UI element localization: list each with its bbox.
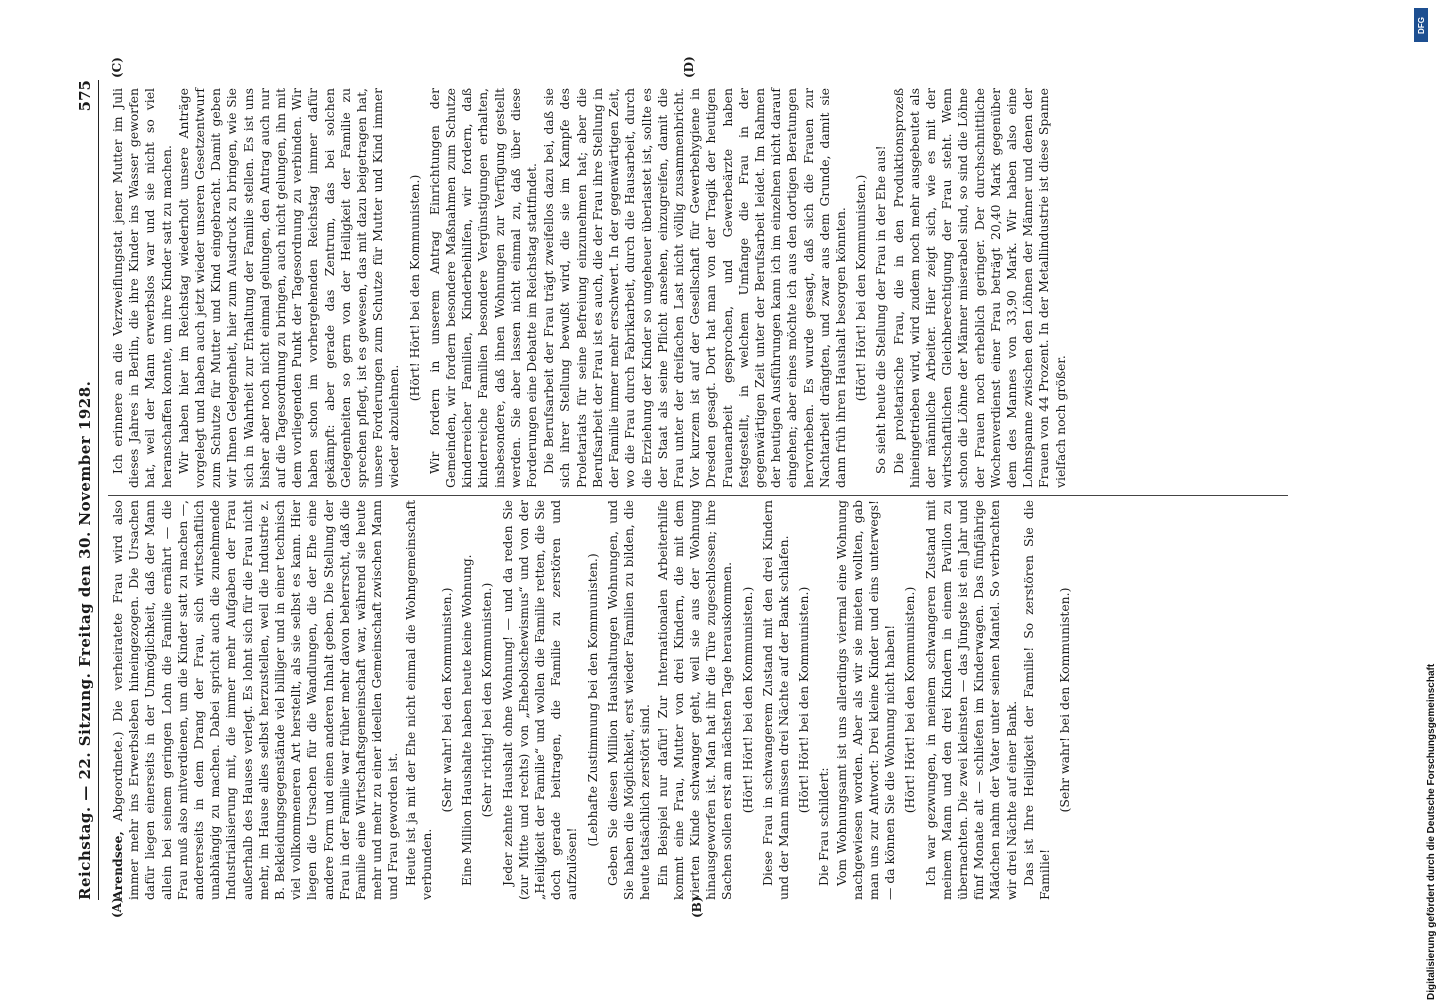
header-title: Reichstag. — 22. Sitzung. Freitag den 30. November 1928. xyxy=(76,380,94,900)
paragraph: Die proletarische Frau, die in den Produktionsprozeß hineingetrieben wird, wird zudem noch mehr ausgebeutet als der männliche Arbeiter. Hier zeigt sich, wie es mit der wirtschaftlichen Gleichberechtigung der Frau steht. Wenn schon die Löhne der Männer miserabel sind, so sind die Löhne der Frauen noch erheblich geringer. Der durchschnittliche Wochenverdienst einer Frau beträgt 20,40 Mark gegenüber dem des Mannes von 33,90 Mark. Wir haben also eine Lohnspanne zwischen den Löhnen der Männer und denen der Frauen von 44 Prozent. In der Metallindustrie ist diese Spanne vielfach noch größer. xyxy=(890,88,1068,488)
paragraph: Wir fordern in unserem Antrag Einrichtungen der Gemeinden, wir fordern besondere Maßnahmen zum Schutze kinderreicher Familien, Kinderbeihilfen, wir fordern, daß kinderreiche Familien besondere Vergünstigungen erhalten, insbesondere, daß ihnen Wohnungen zur Verfügung gestellt werden. Sie aber lassen nicht einmal zu, daß über diese Forderungen eine Debatte im Reichstag stattfindet. xyxy=(426,88,540,488)
right-column xyxy=(110,88,1070,488)
paragraph: Heute ist ja mit der Ehe nicht einmal die Wohngemeinschaft verbunden. xyxy=(402,500,434,900)
paragraph: Geben Sie diesen Million Haushaltungen Wohnungen, und Sie haben die Möglichkeit, erst wieder Familien zu bilden, die heute tatsächlich zerstört sind. xyxy=(604,500,653,900)
paragraph: Die Berufsarbeit der Frau trägt zweifellos dazu bei, daß sie sich ihrer Stellung bewußt wird, die sie im Kampfe des Proletariats für seine Befreiung einzunehmen hat; aber die Berufsarbeit der Frau ist es auch, die der Frau ihre Stellung in der Familie immer mehr erschwert. In der gegenwärtigen Zeit, wo die Frau durch Fabrikarbeit, durch die Hausarbeit, durch die Erziehung der Kinder so ungeheuer überlastet ist, sollte es der Staat als seine Pflicht ansehen, einzugreifen, damit die Frau unter der dreifachen Last nicht völlig zusammenbricht. Vor kurzem ist auf der Gesellschaft für Gewerbehygiene in Dresden gesagt. Dort hat man von der Tragik der heutigen Frauenarbeit gesprochen, und Gewerbeärzte haben festgestellt, in welchem Umfange die Frau in der gegenwärtigen Zeit unter der Berufsarbeit leidet. Im Rahmen der heutigen Ausführungen kann ich im einzelnen nicht darauf eingehen; aber eines möchte ich aus den dortigen Beratungen hervorheben. Es wurde gesagt, daß sich die Frauen zur Nachtarbeit drängten, und zwar aus dem Grunde, damit sie dann früh ihren Haushalt besorgen könnten. xyxy=(541,88,848,488)
interjection: (Sehr richtig! bei den Kommunisten.) xyxy=(479,582,495,818)
dfg-logo-text: DFG xyxy=(1416,16,1426,34)
margin-marker-a: (A) xyxy=(110,897,124,918)
paragraph: Die Frau schildert: xyxy=(816,767,832,886)
paragraph: So sieht heute die Stellung der Frau in der Ehe aus! xyxy=(873,145,889,474)
margin-marker-c: (C) xyxy=(110,57,124,78)
interjection: (Hört! Hört! bei den Kommunisten.) xyxy=(796,586,812,814)
interjection: (Hört! Hört! bei den Kommunisten.) xyxy=(902,586,918,814)
interjection: (Hört! Hört! bei den Kommunisten.) xyxy=(739,586,755,814)
interjection: (Lebhafte Zustimmung bei den Kommunisten.) xyxy=(584,553,600,847)
speaker-role: Abgeordnete.) xyxy=(110,731,125,822)
credit-text: Digitalisierung gefördert durch die Deutsche Forschungsgemeinschaft xyxy=(1426,663,1437,1000)
margin-marker-d: (D) xyxy=(682,56,696,78)
rotated-document-page xyxy=(72,56,1372,920)
paragraph: Ich war gezwungen, in meinem schwangeren Zustand mit meinem Mann und den drei Kindern in einem Pavillon zu übernachten. Die zwei kleinsten — das Jüngste ist ein Jahr und fünf Monate alt — schliefen im Kinderwagen. Das fünfjährige Mädchen nahm der Vater unter seinen Mantel. So verbrachten wir drei Nächte auf einer Bank. xyxy=(922,500,1019,900)
paragraph: Das ist Ihre Heiligkeit der Familie! So zerstören Sie die Familie! xyxy=(1020,500,1052,900)
paragraph: Diese Frau in schwangerem Zustand mit den drei Kindern und der Mann müssen drei Nächte auf der Bank schlafen. xyxy=(759,500,791,900)
speaker-name: Arendsee, xyxy=(110,831,125,900)
digitization-credit xyxy=(1410,10,1437,1000)
paragraph: Ich erinnere an die Verzweiflungstat jener Mutter im Juli dieses Jahres in Berlin, die ihre Kinder ins Wasser geworfen hat, weil der Mann erwerbslos war und sie nicht so viel heranschaffen konnte, um ihre Kinder satt zu machen. xyxy=(110,88,174,488)
interjection: (Hört! Hört! bei den Kommunisten.) xyxy=(853,174,869,402)
paragraph: Jeder zehnte Haushalt ohne Wohnung! — und da reden Sie (zur Mitte und rechts) von „Ehebolschewismus“ und von der „Heiligkeit der Familie“ und wollen die Familie retten, die Sie doch gerade beitragen, die Familie zu zerstören und aufzulösen! xyxy=(499,500,580,900)
paragraph: Eine Million Haushalte haben heute keine Wohnung. xyxy=(459,554,475,886)
margin-marker-b: (B) xyxy=(690,896,704,918)
column-divider xyxy=(108,495,1288,496)
left-column xyxy=(110,500,1077,900)
paragraph: Wir haben hier im Reichstag wiederholt unsere Anträge vorgelegt und haben auch jetzt wieder unseren Gesetzentwurf zum Schutze für Mutter und Kind eingebracht. Damit geben wir Ihnen Gelegenheit, hier zum Ausdruck zu bringen, wie Sie sich in Wahrheit zur Erhaltung der Familie stellen. Es ist uns bisher aber noch nicht einmal gelungen, den Antrag auch nur auf die Tagesordnung zu bringen, auch nicht gelungen, ihn mit dem vorliegenden Punkt der Tagesordnung zu verbinden. Wir haben schon im vorhergehenden Reichstag immer dafür gekämpft: aber gerade das Zentrum, das bei solchen Gelegenheiten so gern von der Heiligkeit der Familie zu sprechen pflegt, ist es gewesen, das mit dazu beigetragen hat, unsere Forderungen zum Schutze für Mutter und Kind immer wieder abzulehnen. xyxy=(175,88,402,488)
paragraph: Vom Wohnungsamt ist uns allerdings viermal eine Wohnung nachgewiesen worden. Aber als wir sie mieten wollten, gab man uns zur Antwort: Drei kleine Kinder und eins unterwegs! — da können Sie die Wohnung nicht haben! xyxy=(833,500,898,900)
dfg-logo xyxy=(1414,8,1428,42)
paragraph-text: Die verheiratete Frau wird also immer mehr ins Erwerbsleben hineingezogen. Die Ursachen dafür liegen einerseits in der Unmöglichkeit, daß der Mann allein bei seinem geringen Lohn die Familie ernährt — die Frau muß also mitverdienen, um die Kinder satt zu machen —, andererseits in dem Drang der Frau, sich wirtschaftlich unabhängig zu machen. Dabei spricht auch die zunehmende Industrialisierung mit, die immer mehr Aufgaben der Frau außerhalb des Hauses verlegt. Es lohnt sich für die Frau nicht mehr, im Hause alles selbst herzustellen, weil die Industrie z. B. Bekleidungsgegenstände viel billiger und in einer technisch viel vollkommeneren Art herstellt, als sie selbst es kann. Hier liegen die Ursachen für die Wandlungen, die der Ehe eine andere Form und einen anderen Inhalt geben. Die Stellung der Frau in der Familie war früher mehr davon beherrscht, daß die Familie eine Wirtschaftsgemeinschaft war, während sie heute mehr und mehr zu einer ideellen Gemeinschaft zwischen Mann und Frau geworden ist. xyxy=(110,500,401,900)
interjection: (Sehr wahr! bei den Kommunisten.) xyxy=(439,587,455,813)
paragraph xyxy=(110,500,402,900)
interjection: (Sehr wahr! bei den Kommunisten.) xyxy=(1057,587,1073,813)
page-header xyxy=(72,80,99,900)
interjection: (Hört! Hört! bei den Kommunisten.) xyxy=(406,174,422,402)
page-number: 575 xyxy=(76,80,94,112)
paragraph: Ein Beispiel nur dafür! Zur Internationalen Arbeiterhilfe kommt eine Frau, Mutter von drei Kindern, die mit dem vierten Kinde schwanger geht, weil sie aus der Wohnung hinausgeworfen ist. Man hat ihr die Türe zugeschlossen; ihre Sachen sollen erst am nächsten Tage herauskommen. xyxy=(654,500,735,900)
